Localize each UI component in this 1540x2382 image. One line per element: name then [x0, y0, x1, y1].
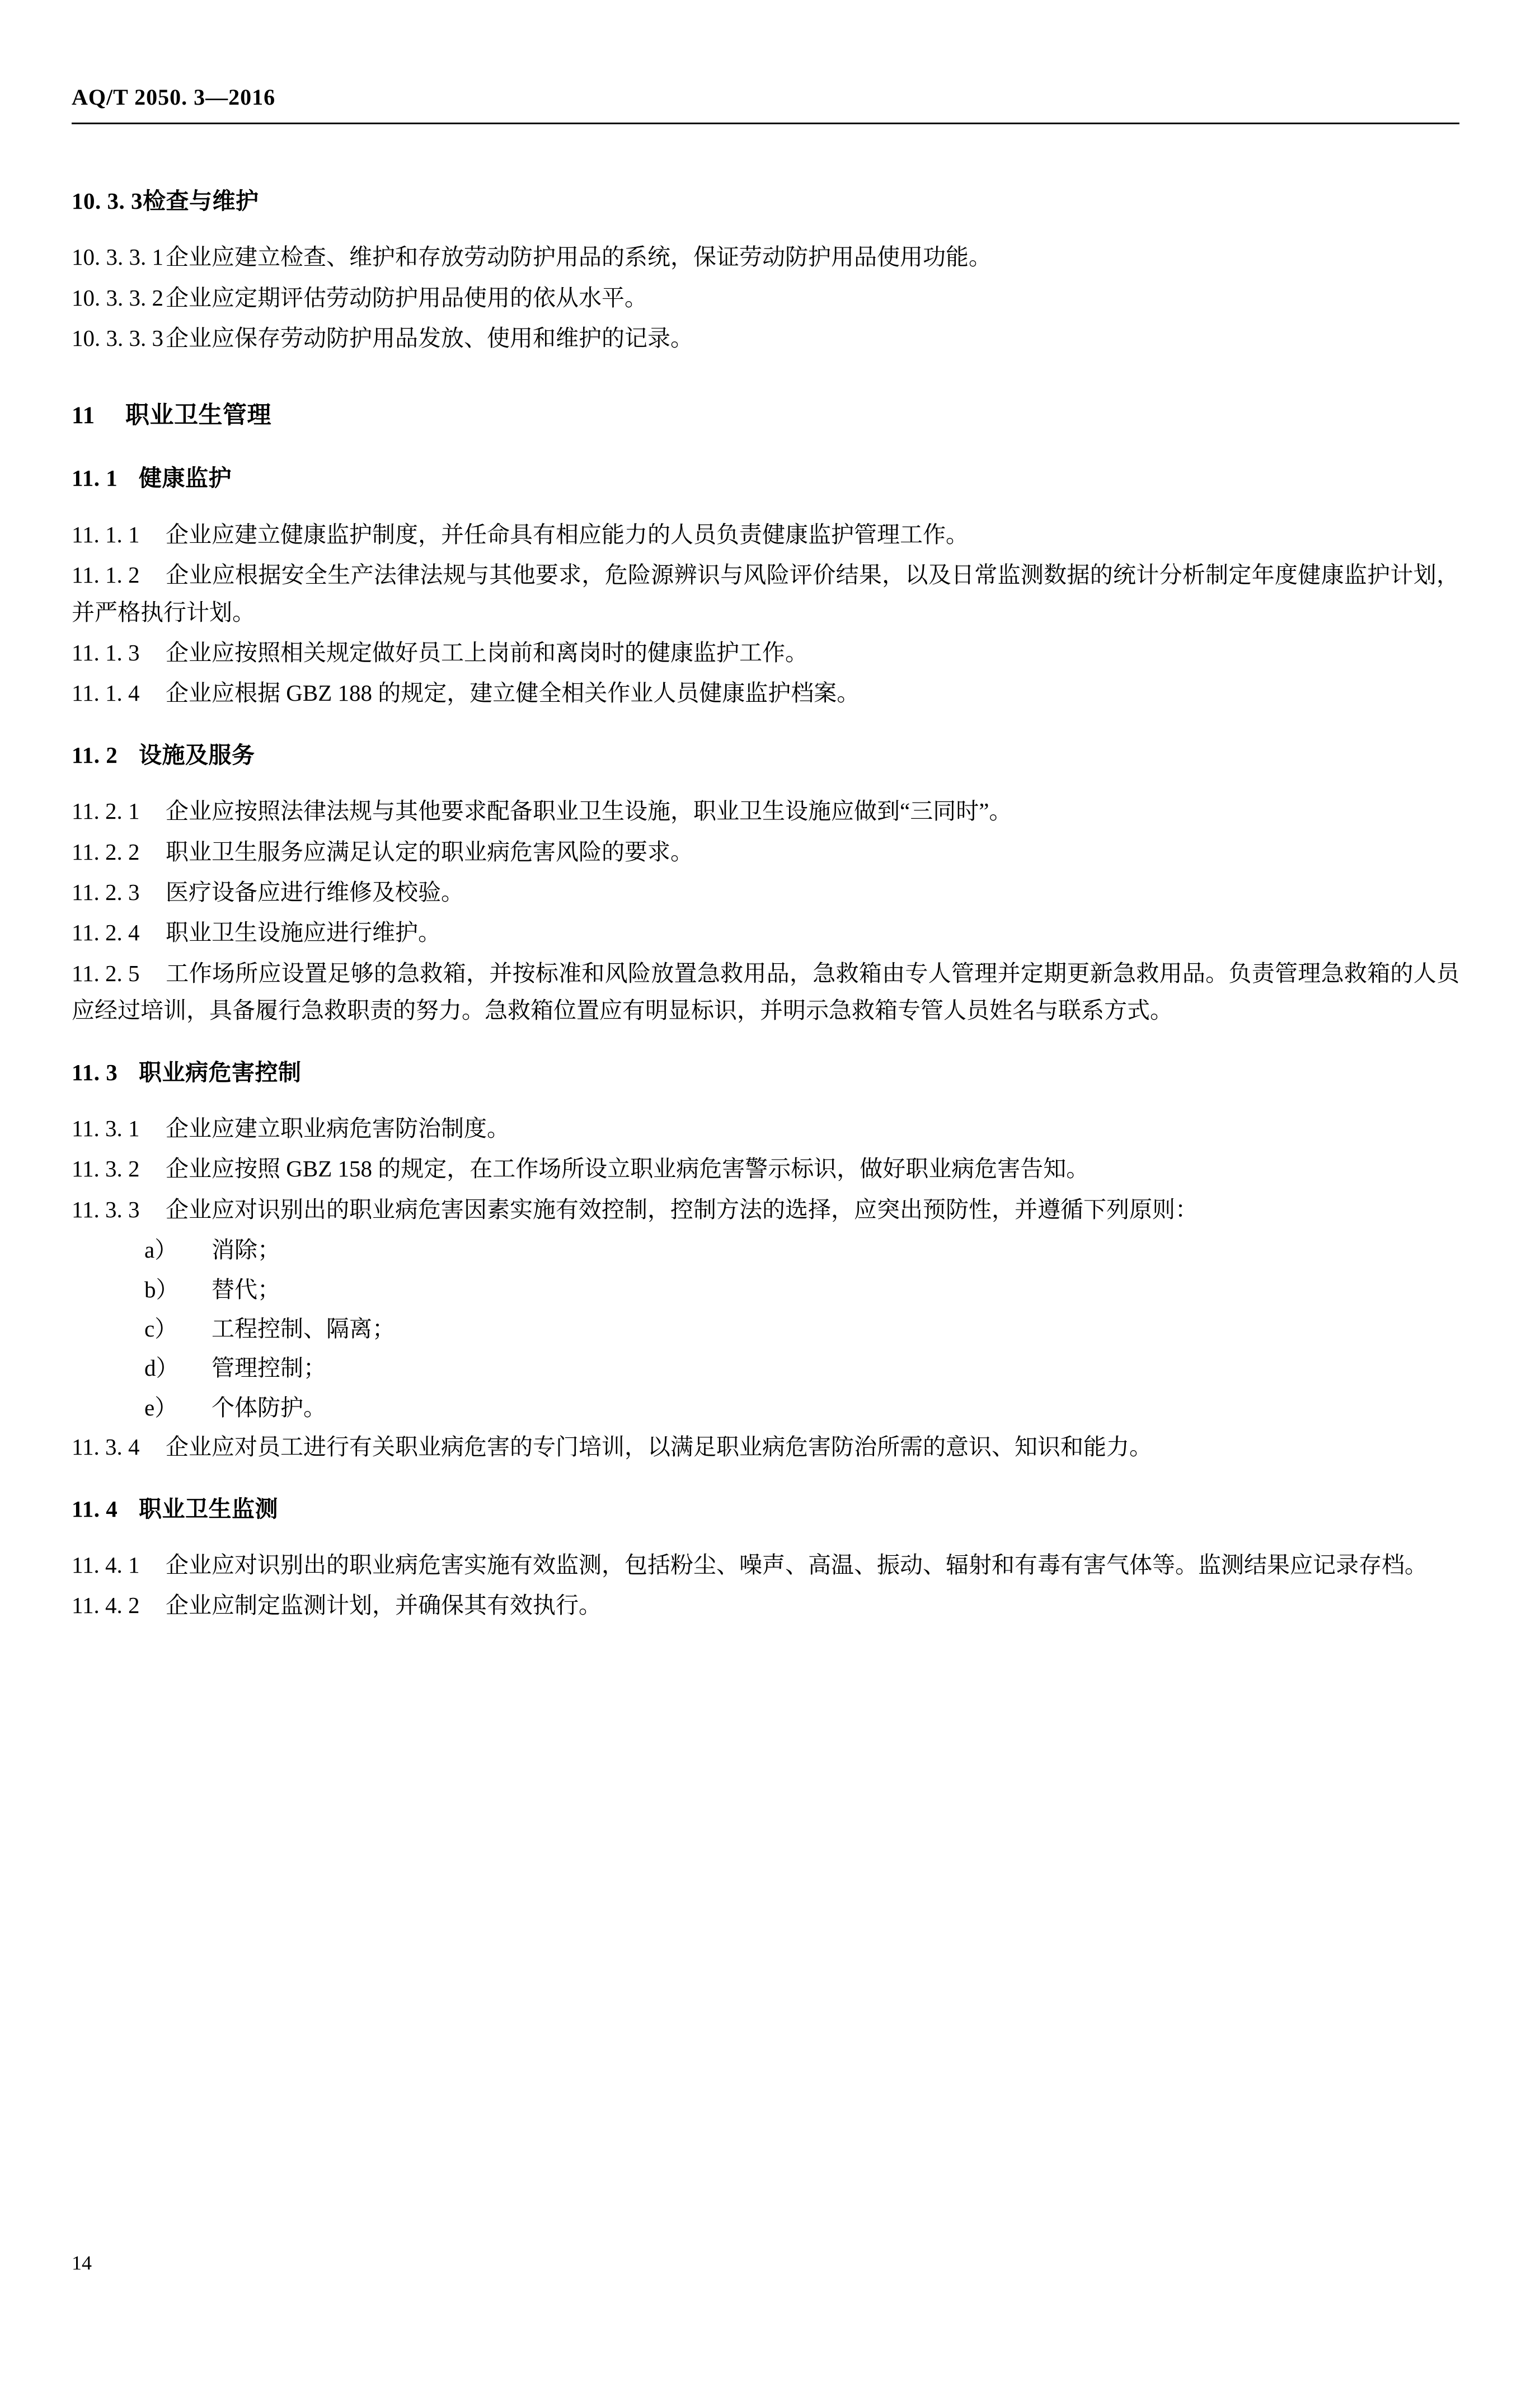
clause-number: 11. 2. 2	[72, 838, 140, 865]
clause-number: 11. 3. 4	[72, 1434, 140, 1460]
heading-11-1	[72, 459, 1459, 496]
clause-text: 企业应对识别出的职业病危害因素实施有效控制，控制方法的选择，应突出预防性，并遵循下列原则：	[166, 1196, 1198, 1222]
clause-number: 11. 1. 2	[72, 562, 140, 588]
list-item	[72, 1389, 1459, 1426]
clause-11-1-4	[72, 674, 1459, 711]
list-item	[72, 1349, 1459, 1386]
heading-number: 10. 3. 3	[72, 188, 143, 214]
page-body	[72, 124, 1459, 1624]
heading-number: 11. 3	[72, 1059, 118, 1085]
clause-number: 11. 2. 3	[72, 879, 140, 905]
heading-11	[72, 396, 1459, 435]
clause-text: 企业应按照相关规定做好员工上岗前和离岗时的健康监护工作。	[166, 639, 808, 665]
clause-number: 10. 3. 3. 3	[72, 325, 163, 351]
list-marker: b）	[144, 1276, 179, 1302]
clause-number: 11. 3. 2	[72, 1156, 140, 1182]
clause-text: 企业应按照 GBZ 158 的规定，在工作场所设立职业病危害警示标识，做好职业病危害告知。	[166, 1156, 1090, 1182]
clause-number: 11. 1. 1	[72, 521, 140, 547]
clause-11-2-3	[72, 874, 1459, 911]
list-marker: a）	[144, 1237, 178, 1263]
heading-11-3	[72, 1054, 1459, 1091]
list-item	[72, 1310, 1459, 1347]
clause-number: 11. 1. 3	[72, 639, 140, 665]
clause-11-1-1	[72, 516, 1459, 553]
clause-11-3-4	[72, 1428, 1459, 1465]
list-item-text: 替代；	[212, 1276, 280, 1302]
clause-text: 企业应对识别出的职业病危害实施有效监测，包括粉尘、噪声、高温、振动、辐射和有毒有害气体等。监测结果应记录存档。	[166, 1552, 1428, 1578]
clause-11-3-3	[72, 1191, 1459, 1228]
clause-11-3-2	[72, 1150, 1459, 1187]
clause-11-3-3-list	[72, 1231, 1459, 1426]
heading-11-4	[72, 1490, 1459, 1527]
clause-text: 职业卫生服务应满足认定的职业病危害风险的要求。	[166, 838, 693, 865]
clause-number: 11. 2. 4	[72, 920, 140, 946]
list-item-text: 个体防护。	[212, 1394, 326, 1420]
clause-11-4-1	[72, 1546, 1459, 1583]
list-marker: d）	[144, 1355, 179, 1381]
clause-text: 企业应建立健康监护制度，并任命具有相应能力的人员负责健康监护管理工作。	[166, 521, 969, 547]
clause-number: 11. 4. 1	[72, 1552, 140, 1578]
page-content	[72, 84, 1459, 1628]
list-item	[72, 1271, 1459, 1308]
heading-number: 11. 2	[72, 742, 118, 768]
clause-text: 企业应根据安全生产法律法规与其他要求，危险源辨识与风险评价结果，以及日常监测数据的统计分析制定年度健康监护计划，并严格执行计划。	[72, 562, 1459, 625]
clause-text: 企业应制定监测计划，并确保其有效执行。	[166, 1592, 602, 1619]
clause-text: 企业应根据 GBZ 188 的规定，建立健全相关作业人员健康监护档案。	[166, 680, 860, 706]
list-marker: c）	[144, 1316, 178, 1342]
clause-10-3-3-3	[72, 320, 1459, 357]
list-item	[72, 1231, 1459, 1268]
clause-text: 职业卫生设施应进行维护。	[166, 920, 441, 946]
clause-text: 工作场所应设置足够的急救箱，并按标准和风险放置急救用品，急救箱由专人管理并定期更新急救用品。负责管理急救箱的人员应经过培训，具备履行急救职责的努力。急救箱位置应有明显标识，并明示急救箱专管人员姓名与联系方式。	[72, 960, 1459, 1024]
clause-11-1-2	[72, 556, 1459, 631]
heading-11-2	[72, 737, 1459, 773]
list-item-text: 管理控制；	[212, 1355, 326, 1381]
clause-11-2-2	[72, 833, 1459, 870]
heading-title: 健康监护	[139, 465, 232, 491]
heading-title: 职业卫生监测	[139, 1495, 278, 1522]
list-item-text: 消除；	[212, 1237, 280, 1263]
heading-number: 11. 1	[72, 465, 118, 491]
page-number: 14	[72, 2252, 92, 2274]
clause-text: 企业应定期评估劳动防护用品使用的依从水平。	[166, 284, 647, 311]
list-item-text: 工程控制、隔离；	[212, 1316, 395, 1342]
clause-11-3-1	[72, 1110, 1459, 1147]
clause-number: 11. 3. 3	[72, 1196, 140, 1222]
clause-number: 10. 3. 3. 2	[72, 284, 163, 311]
clause-text: 企业应建立职业病危害防治制度。	[166, 1115, 510, 1141]
clause-number: 10. 3. 3. 1	[72, 244, 163, 270]
list-marker: e）	[144, 1394, 178, 1420]
clause-11-1-3	[72, 634, 1459, 671]
clause-number: 11. 1. 4	[72, 680, 140, 706]
heading-title: 设施及服务	[139, 742, 255, 768]
clause-10-3-3-2	[72, 279, 1459, 316]
heading-title: 职业卫生管理	[125, 402, 271, 429]
clause-text: 企业应建立检查、维护和存放劳动防护用品的系统，保证劳动防护用品使用功能。	[166, 244, 992, 270]
clause-11-4-2	[72, 1587, 1459, 1624]
heading-title: 职业病危害控制	[139, 1059, 302, 1085]
clause-number: 11. 2. 1	[72, 798, 140, 824]
clause-11-2-1	[72, 793, 1459, 829]
clause-text: 企业应按照法律法规与其他要求配备职业卫生设施，职业卫生设施应做到“三同时”。	[166, 798, 1012, 824]
clause-text: 企业应保存劳动防护用品发放、使用和维护的记录。	[166, 325, 693, 351]
page-header-standard-id: AQ/T 2050. 3—2016	[72, 84, 1459, 124]
heading-number: 11	[72, 402, 95, 429]
clause-11-2-4	[72, 914, 1459, 951]
clause-10-3-3-1	[72, 238, 1459, 275]
clause-number: 11. 4. 2	[72, 1592, 140, 1619]
heading-title: 检查与维护	[143, 188, 259, 214]
clause-number: 11. 2. 5	[72, 960, 140, 986]
clause-number: 11. 3. 1	[72, 1115, 140, 1141]
heading-number: 11. 4	[72, 1495, 118, 1522]
heading-10-3-3	[72, 182, 1459, 219]
clause-11-2-5	[72, 955, 1459, 1029]
clause-text: 企业应对员工进行有关职业病危害的专门培训，以满足职业病危害防治所需的意识、知识和能力。	[166, 1434, 1152, 1460]
clause-text: 医疗设备应进行维修及校验。	[166, 879, 464, 905]
